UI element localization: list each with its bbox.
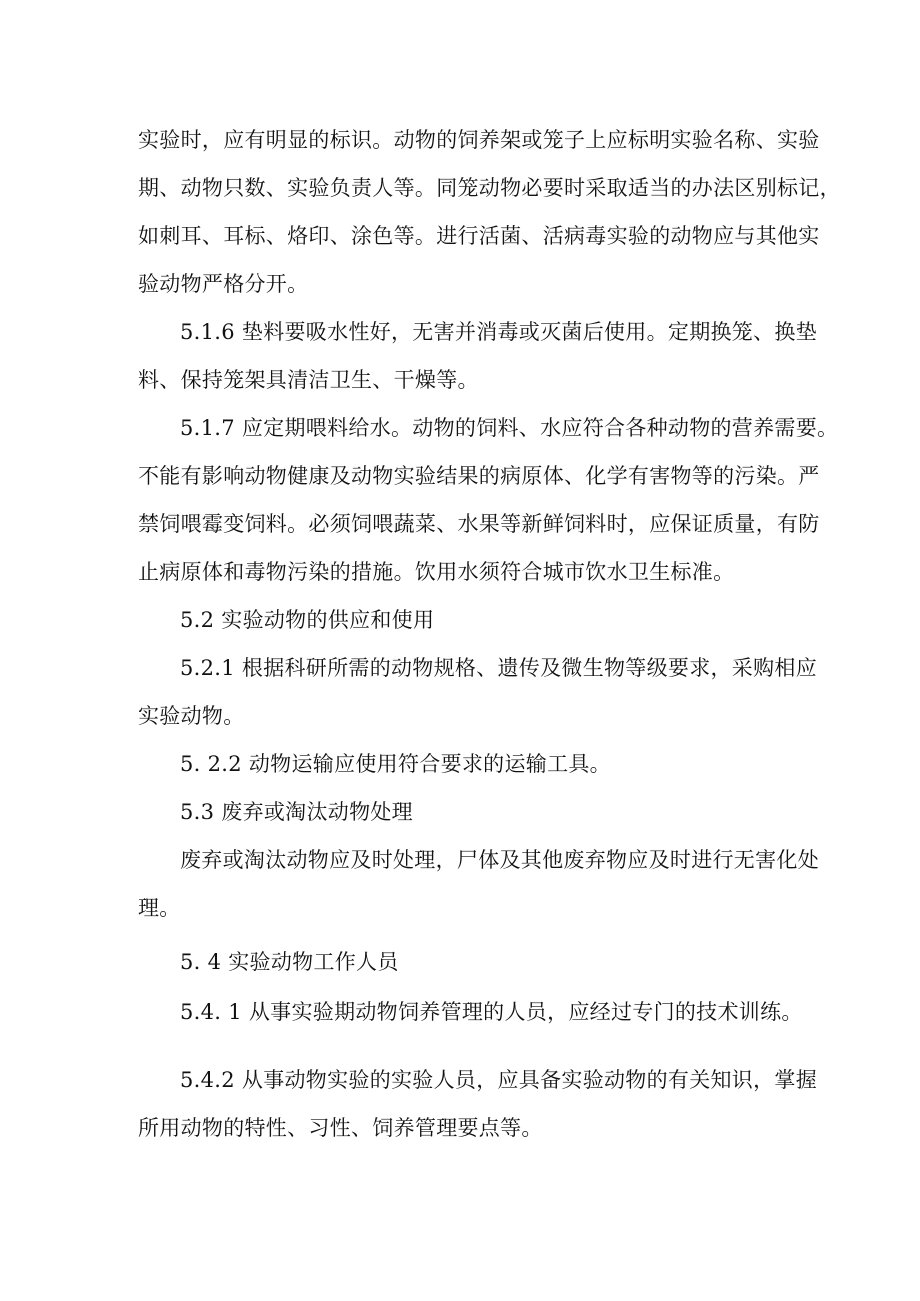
paragraph-line: 所用动物的特性、习性、饲养管理要点等。 <box>138 1116 543 1140</box>
paragraph-line: 实验时，应有明显的标识。动物的饲养架或笼子上应标明实验名称、实验 <box>138 128 820 152</box>
paragraph-line: 实验动物。 <box>138 704 245 728</box>
paragraph-line: 5. 2.2 动物运输应使用符合要求的运输工具。 <box>180 752 611 776</box>
paragraph-line: 验动物严格分开。 <box>138 272 309 296</box>
paragraph-line: 5.1.6 垫料要吸水性好，无害并消毒或灭菌后使用。定期换笼、换垫 <box>180 320 818 344</box>
paragraph-line: 期、动物只数、实验负责人等。同笼动物必要时采取适当的办法区别标记， <box>138 176 841 200</box>
paragraph-line: 废弃或淘汰动物应及时处理，尸体及其他废弃物应及时进行无害化处 <box>180 848 819 872</box>
paragraph-line: 止病原体和毒物污染的措施。饮用水须符合城市饮水卫生标准。 <box>138 560 735 584</box>
section-heading: 5.2 实验动物的供应和使用 <box>180 608 435 632</box>
paragraph-line: 5.2.1 根据科研所需的动物规格、遗传及微生物等级要求，采购相应 <box>180 656 818 680</box>
paragraph-line: 如刺耳、耳标、烙印、涂色等。进行活菌、活病毒实验的动物应与其他实 <box>138 224 820 248</box>
paragraph-line: 5.1.7 应定期喂料给水。动物的饲料、水应符合各种动物的营养需要。 <box>180 416 839 440</box>
section-heading: 5. 4 实验动物工作人员 <box>180 950 399 974</box>
section-heading: 5.3 废弃或淘汰动物处理 <box>180 800 413 824</box>
paragraph-line: 不能有影响动物健康及动物实验结果的病原体、化学有害物等的污染。严 <box>138 464 820 488</box>
paragraph-line: 禁饲喂霉变饲料。必须饲喂蔬菜、水果等新鲜饲料时，应保证质量，有防 <box>138 512 820 536</box>
paragraph-line: 理。 <box>138 896 181 920</box>
paragraph-line: 料、保持笼架具清洁卫生、干燥等。 <box>138 368 479 392</box>
paragraph-line: 5.4. 1 从事实验期动物饲养管理的人员，应经过专门的技术训练。 <box>180 1000 803 1024</box>
paragraph-line: 5.4.2 从事动物实验的实验人员，应具备实验动物的有关知识，掌握 <box>180 1068 818 1092</box>
